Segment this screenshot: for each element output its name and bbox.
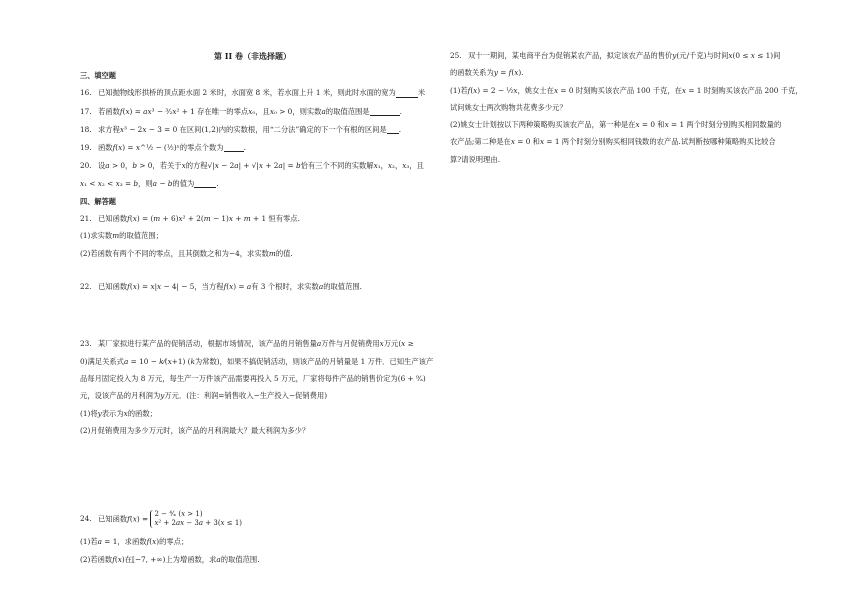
question-25-part-2-end: 算?请说明理由. <box>450 154 501 164</box>
case-1: 2 − ⁴⁄ₓ (𝑥 > 1) <box>154 510 203 519</box>
question-text: 求方程𝑥³ − 2𝑥 − 3 = 0 在区间(1,2)内的实数根，用“二分法”确定的下一个有根的区间是 <box>98 124 387 134</box>
answer-blank <box>194 178 219 188</box>
fill-in-heading: 三、填空题 <box>80 71 116 80</box>
question-23-part-1: (1)将𝑦表示为𝑥的函数； <box>80 408 157 418</box>
question-23-line-4: 元，设该产品的月利润为𝑦万元．(注：利润=销售收入−生产投入−促销费用) <box>80 391 328 401</box>
question-text: 𝑥₁ < 𝑥₂ < 𝑥₃ = 𝑏，则𝑎 − 𝑏的值为 <box>80 178 195 188</box>
question-24-part-2: (2)若函数𝑓(𝑥)在[−7, +∞)上为增函数，求𝑎的取值范围. <box>80 554 260 564</box>
answer-blank <box>387 124 402 134</box>
question-24 <box>80 510 425 528</box>
question-25-part-1: (1)若𝑓(𝑥) = 2 − ½𝑥，姚女士在𝑥 = 0 时刻购买该农产品 100 千克，在𝑥 = 1 时刻购买该农产品 200 千克， <box>450 85 803 95</box>
question-18 <box>80 126 425 134</box>
question-number: 25. <box>450 51 462 60</box>
question-24-part-1: (1)若𝑎 = 1，求函数𝑓(𝑥)的零点； <box>80 537 189 547</box>
question-tail: 米 <box>417 88 426 98</box>
question-17 <box>80 108 425 116</box>
question-25-line-2: 的函数关系为𝑦 = 𝑓(𝑥). <box>450 68 524 78</box>
question-tail: . <box>243 143 246 153</box>
question-23-part-2: (2)月促销费用为多少万元时，该产品的月利润最大？最大利润为多少？ <box>80 425 310 435</box>
question-number: 20. <box>80 161 92 171</box>
question-text: 双十一期间，某电商平台为促销某农产品，拟定该农产品的售价𝑦(元/千克)与时间𝑥(0 ≤ 𝑥 ≤ 1)间 <box>468 51 781 60</box>
question-text: 若函数𝑓(𝑥) = 𝑎𝑥³ − ³⁄₂𝑥² + 1 存在唯一的零点𝑥₀，且𝑥₀ > 0，则实数𝑎的取值范围是 <box>98 106 370 116</box>
question-number: 16. <box>80 88 92 98</box>
question-text: 已知函数𝑓(𝑥) = (𝑚 + 6)𝑥² + 2(𝑚 − 1)𝑥 + 𝑚 + 1 恒有零点. <box>98 214 300 224</box>
question-number: 17. <box>80 106 92 116</box>
question-text: 已知函数𝑓(𝑥) = 𝑥|𝑥 − 4| − 5，当方程𝑓(𝑥) = 𝑎有 3 个根时，求实数𝑎的取值范围. <box>98 282 362 292</box>
answer-blank <box>224 144 244 152</box>
question-number: 19. <box>80 143 92 153</box>
answer-blank <box>370 108 400 116</box>
question-23-line-2: 0)满足关系式𝑎 = 10 − 𝑘⁄(𝑥+1) (𝑘为常数)，如果不搞促销活动，则该产品的月销量是 1 万件．已知生产该产 <box>80 356 434 366</box>
question-text: 已知函数𝑓(𝑥) = <box>98 514 149 524</box>
right-column <box>450 51 803 173</box>
question-25 <box>450 52 798 59</box>
question-text: 函数𝑓(𝑥) = 𝑥^½ − (½)ˣ的零点个数为 <box>98 143 224 153</box>
question-number: 22. <box>80 282 92 292</box>
question-number: 21. <box>80 214 92 224</box>
question-25-part-2: (2)姚女士计划按以下两种策略购买该农产品，第一种是在𝑥 = 0 和𝑥 = 1 两个时刻分别购买相同数量的 <box>450 120 782 130</box>
question-25-part-1-continued: 试问姚女士两次购物共花费多少元？ <box>450 102 567 112</box>
piecewise-cases <box>154 510 242 528</box>
question-number: 18. <box>80 124 92 134</box>
question-20-continued <box>80 180 425 188</box>
answer-blank <box>396 89 418 97</box>
case-2: 𝑥² + 2𝑎𝑥 − 3𝑎 + 3(𝑥 ≤ 1) <box>154 519 243 528</box>
question-16 <box>80 89 425 97</box>
section-title: 第 II 卷（非选择题） <box>213 51 292 61</box>
question-number: 23. <box>80 339 92 349</box>
left-column <box>80 51 434 573</box>
question-23-line-3: 品每月固定投入为 8 万元，每生产一万件该产品需要再投入 5 万元，厂家将每件产品的销售价定为(6 + ⁹⁄ₐ) <box>80 373 426 383</box>
piecewise-brace <box>150 510 242 528</box>
question-tail: . <box>398 124 402 134</box>
question-23 <box>80 340 425 347</box>
question-21-part-1: (1)求实数𝑚的取值范围； <box>80 231 163 241</box>
question-text: 设𝑎 > 0，𝑏 > 0，若关于𝑥的方程√|𝑥 − 2𝑎| + √|𝑥 + 2𝑎| = 𝑏恰有三个不同的实数解𝑥₁，𝑥₂，𝑥₃，且 <box>98 161 424 171</box>
question-number: 24. <box>80 514 92 524</box>
question-21-part-2: (2)若函数有两个不同的零点，且其倒数之和为−4，求实数𝑚的值. <box>80 248 293 258</box>
question-text: 某厂家拟进行某产品的促销活动，根据市场情况，该产品的月销售量𝑎万件与月促销费用𝑥万元(𝑥 ≥ <box>98 339 414 349</box>
question-25-part-2-continued: 农产品;第二种是在𝑥 = 0 和𝑥 = 1 两个时刻分别购买相同钱数的农产品.试判断按哪种策略购买比较合 <box>450 137 776 147</box>
question-22 <box>80 283 425 290</box>
question-21 <box>80 215 425 222</box>
question-20 <box>80 162 425 169</box>
solution-heading: 四、解答题 <box>80 196 116 206</box>
question-tail: . <box>216 178 219 188</box>
question-19 <box>80 144 425 152</box>
question-tail: . <box>399 106 402 116</box>
question-text: 已知抛物线形拱桥的顶点距水面 2 米时，水面宽 8 米，若水面上升 1 米，则此时水面的宽为 <box>98 88 396 98</box>
